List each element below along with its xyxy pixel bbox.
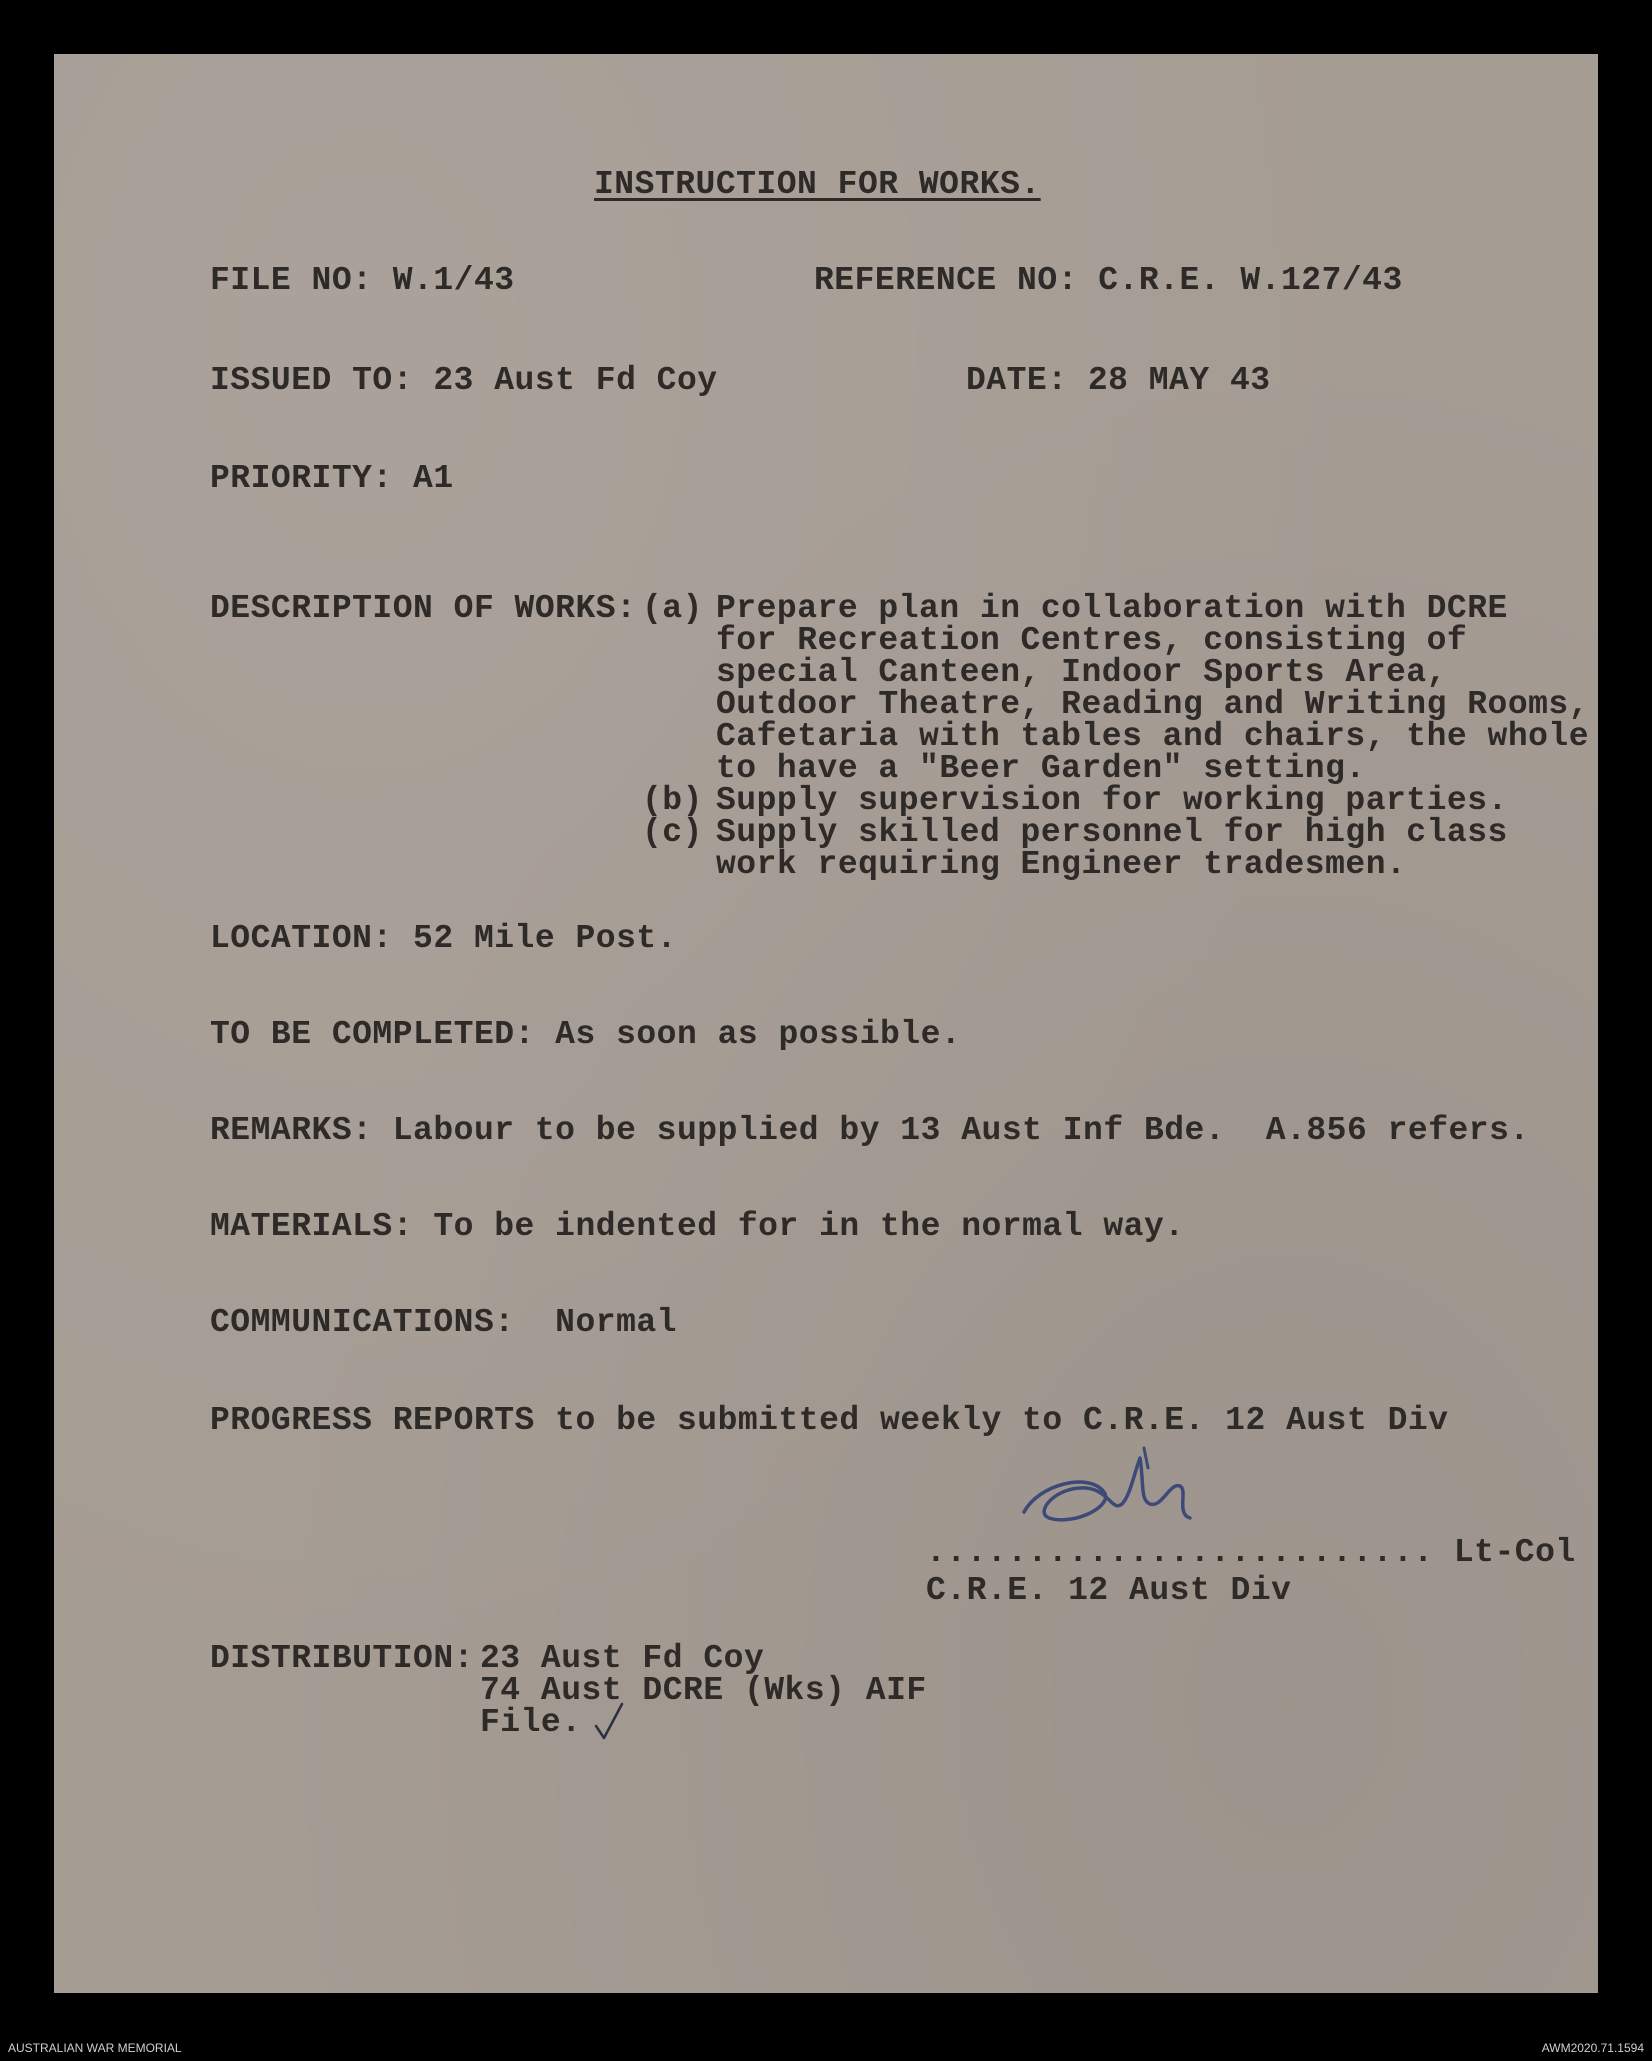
footer-right: AWM2020.71.1594 bbox=[1541, 2041, 1644, 2055]
description-item-a-line: special Canteen, Indoor Sports Area, bbox=[716, 654, 1447, 691]
footer-left: AUSTRALIAN WAR MEMORIAL bbox=[8, 2041, 182, 2055]
distribution-label: DISTRIBUTION: bbox=[210, 1640, 474, 1677]
description-item-a-line: Outdoor Theatre, Reading and Writing Rooms, bbox=[716, 686, 1590, 723]
description-item-b-line: Supply supervision for working parties. bbox=[716, 782, 1508, 819]
issue-date: DATE: 28 MAY 43 bbox=[966, 362, 1271, 399]
distribution-item: 74 Aust DCRE (Wks) AIF bbox=[480, 1672, 927, 1709]
description-item-c-line: Supply skilled personnel for high class bbox=[716, 814, 1508, 851]
materials: MATERIALS: To be indented for in the normal way. bbox=[210, 1208, 1185, 1245]
priority: PRIORITY: A1 bbox=[210, 460, 454, 497]
document-page bbox=[54, 54, 1598, 1993]
description-item-a-marker: (a) bbox=[642, 590, 703, 627]
signature-line: ......................... Lt-Col bbox=[926, 1534, 1576, 1571]
communications: COMMUNICATIONS: Normal bbox=[210, 1304, 677, 1341]
description-item-a-line: Prepare plan in collaboration with DCRE bbox=[716, 590, 1508, 627]
to-be-completed: TO BE COMPLETED: As soon as possible. bbox=[210, 1016, 962, 1053]
signature-title: C.R.E. 12 Aust Div bbox=[926, 1572, 1292, 1609]
description-item-b-marker: (b) bbox=[642, 782, 703, 819]
file-number: FILE NO: W.1/43 bbox=[210, 262, 515, 299]
description-item-c-marker: (c) bbox=[642, 814, 703, 851]
description-item-c-line: work requiring Engineer tradesmen. bbox=[716, 846, 1407, 883]
description-item-a-line: Cafetaria with tables and chairs, the whole bbox=[716, 718, 1590, 755]
location: LOCATION: 52 Mile Post. bbox=[210, 920, 677, 957]
handwritten-tick-mark bbox=[590, 1700, 630, 1744]
remarks: REMARKS: Labour to be supplied by 13 Aust Inf Bde. A.856 refers. bbox=[210, 1112, 1530, 1149]
description-item-a-line: for Recreation Centres, consisting of bbox=[716, 622, 1468, 659]
description-label: DESCRIPTION OF WORKS: bbox=[210, 590, 637, 627]
issued-to: ISSUED TO: 23 Aust Fd Coy bbox=[210, 362, 718, 399]
distribution-item: File. bbox=[480, 1704, 582, 1741]
distribution-item: 23 Aust Fd Coy bbox=[480, 1640, 765, 1677]
document-title: INSTRUCTION FOR WORKS. bbox=[594, 166, 1041, 203]
reference-number: REFERENCE NO: C.R.E. W.127/43 bbox=[814, 262, 1403, 299]
description-item-a-line: to have a "Beer Garden" setting. bbox=[716, 750, 1366, 787]
progress-reports: PROGRESS REPORTS to be submitted weekly to C.R.E. 12 Aust Div bbox=[210, 1402, 1449, 1439]
